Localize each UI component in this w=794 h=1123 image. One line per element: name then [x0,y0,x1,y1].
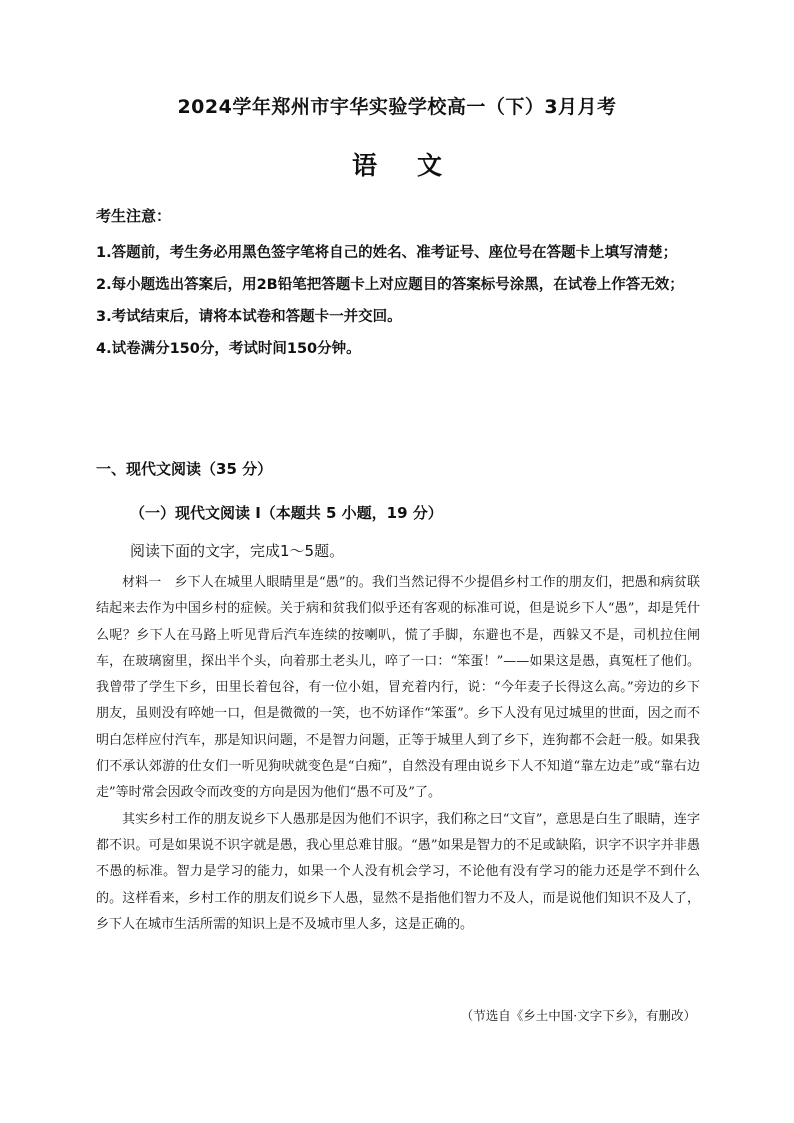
passage-paragraph: 其实乡村工作的朋友说乡下人愚那是因为他们不识字，我们称之曰“文盲”，意思是白生了眼睛，连字都不识。可是如果说不识字就是愚，我心里总难甘服。“愚”如果是智力的不足或缺陷，识字不识字并非愚不愚的标准。智力是学习的能力，如果一个人没有机会学习，不论他有没有学习的能力还是学不到什么的。这样看来，乡村工作的朋友们说乡下人愚，显然不是指他们智力不及人，而是说他们知识不及人了，乡下人在城市生活所需的知识上是不及城市里人多，这是正确的。 [96,811,700,932]
notice-heading: 考生注意： [96,207,172,225]
notice-item: 1.答题前，考生务必用黑色签字笔将自己的姓名、准考证号、座位号在答题卡上填写清楚； [96,245,678,261]
passage-paragraph: 材料一 乡下人在城里人眼睛里是“愚”的。我们当然记得不少提倡乡村工作的朋友们，把愚和病贫联结起来去作为中国乡村的症候。关于病和贫我们似乎还有客观的标准可说，但是说乡下人“愚”，却是凭什么呢？乡下人在马路上听见背后汽车连续的按喇叭，慌了手脚，东避也不是，西躲又不是，司机拉住闸车，在玻璃窗里，探出半个头，向着那土老头儿，啐了一口：“笨蛋！”——如果这是愚，真冤枉了他们。我曾带了学生下乡，田里长着包谷，有一位小姐，冒充着内行，说：“今年麦子长得这么高。”旁边的乡下朋友，虽则没有啐她一口，但是微微的一笑，也不妨译作“笨蛋”。乡下人没有见过城里的世面，因之而不明白怎样应付汽车，那是知识问题，不是智力问题，正等于城里人到了乡下，连狗都不会赶一般。如果我们不承认郊游的仕女们一听见狗吠就变色是“白痴”，自然没有理由说乡下人不知道“靠左边走”或“靠右边走”等时常会因政令而改变的方向是因为他们“愚不可及”了。 [96,575,700,801]
subject-title: 语文 [351,151,482,180]
notice-item: 4.试卷满分150分，考试时间150分钟。 [96,341,361,357]
sub-section-heading: （一）现代文阅读 I（本题共 5 小题，19 分） [130,504,443,522]
passage-source: （节选自《乡土中国·文字下乡》，有删改） [460,1008,696,1023]
notice-item: 2.每小题选出答案后，用2B铅笔把答题卡上对应题目的答案标号涂黑，在试卷上作答无效； [96,277,684,293]
reading-instruction: 阅读下面的文字，完成1～5题。 [130,542,345,560]
exam-title: 2024学年郑州市宇华实验学校高一（下）3月月考 [177,96,617,118]
section-heading: 一、现代文阅读（35 分） [96,460,273,478]
reading-passage [96,570,700,938]
notice-item: 3.考试结束后，请将本试卷和答题卡一并交回。 [96,309,402,325]
notice-list [96,238,716,364]
